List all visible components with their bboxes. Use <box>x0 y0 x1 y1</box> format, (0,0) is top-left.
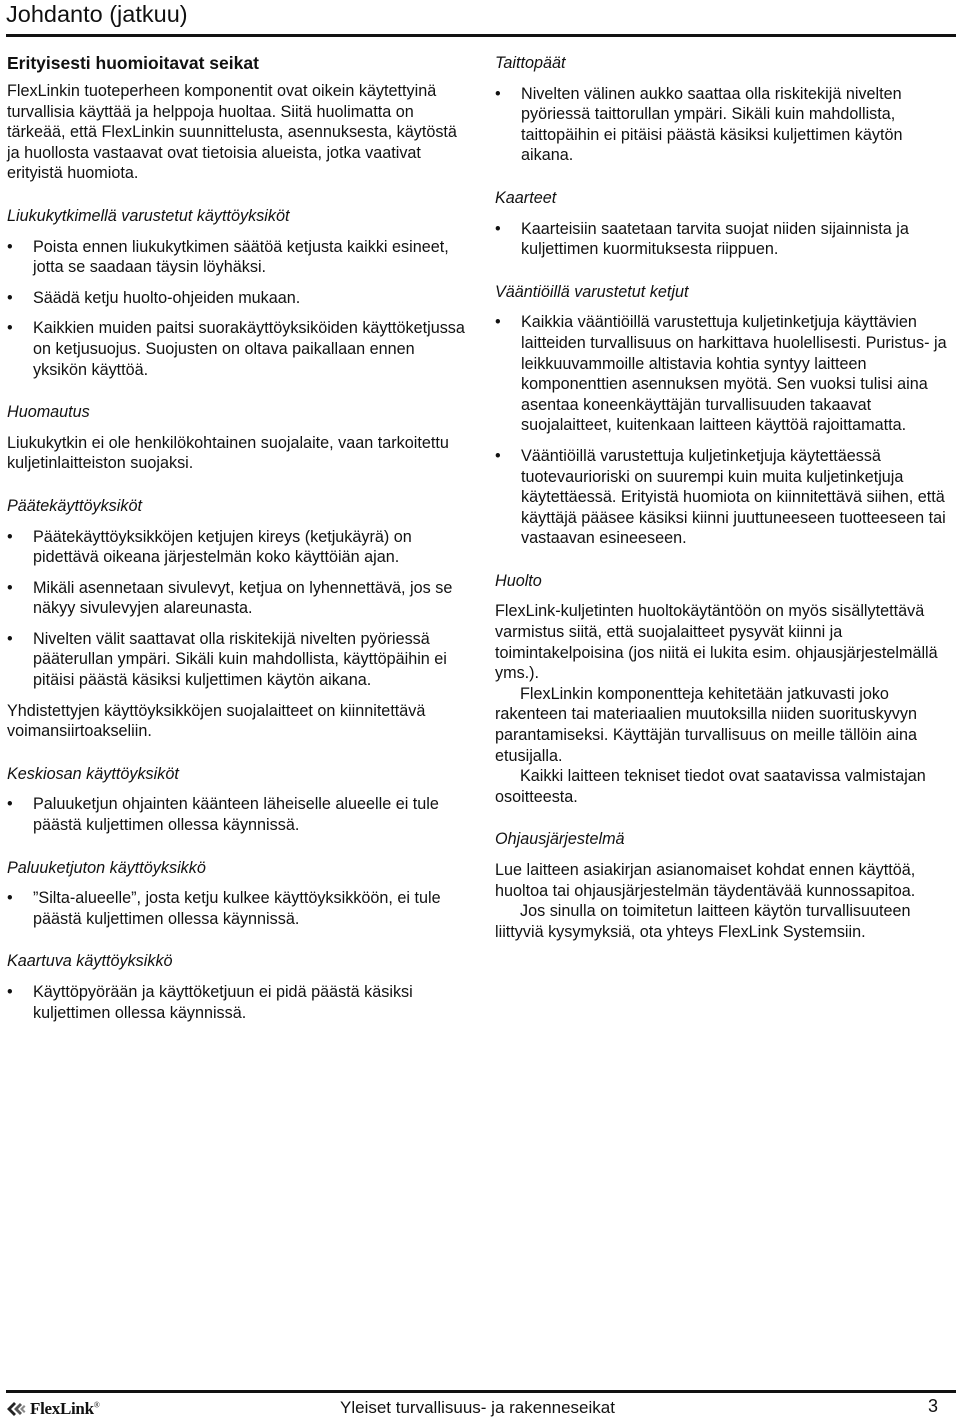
bullet-list-curved-drive <box>7 982 467 1023</box>
intro-paragraph: FlexLinkin tuoteperheen komponentit ovat oikein käytettyinä turvallisia käyttää ja helppoja huoltaa. Siitä huolimatta on tärkeää, että FlexLinkin suunnittelusta, asennuksesta, käytöstä ja huollosta vastaavat ovat tietoisia alueista, jotka vaativat erityistä huomiota. <box>7 82 457 183</box>
list-item: • Nivelten välinen aukko saattaa olla riskitekijä nivelten pyöriessä taittorullan ympäri. Sikäli kuin mahdollista, taittopäihin ei pitäisi päästä käsiksi kuljettimen käytön aikana. <box>495 84 957 166</box>
heading-returnless-drive: Paluuketjuton käyttöyksikkö <box>7 858 206 877</box>
footer-divider <box>6 1390 956 1393</box>
list-item: • Paluuketjun ohjainten käänteen läheiselle alueelle ei tule päästä kuljettimen ollessa käynnissä. <box>7 794 467 835</box>
note-paragraph: Liukukytkin ei ole henkilökohtainen suojalaite, vaan tarkoitettu kuljetinlaitteiston suojaksi. <box>7 433 449 473</box>
bullet-list-returnless-drive <box>7 888 467 929</box>
bullet-list-cleated-chains <box>495 312 957 549</box>
combined-drives-paragraph: Yhdistettyjen käyttöyksikköjen suojalaitteet on kiinnitettävä voimansiirtoakseliin. <box>7 701 426 741</box>
list-item: • Nivelten välit saattavat olla riskitekijä nivelten pyöriessä pääterullan ympäri. Sikäli kuin mahdollista, käyttöpäihin ei pitäisi päästä käsiksi kuljettimen käytön aikana. <box>7 629 467 691</box>
list-item: • Mikäli asennetaan sivulevyt, ketjua on lyhennettävä, jos se näkyy sivulevyjen alareunasta. <box>7 578 467 619</box>
heading-bends: Kaarteet <box>495 188 557 207</box>
left-column <box>7 52 467 1023</box>
control-paragraph-1: Lue laitteen asiakirjan asianomaiset kohdat ennen käyttöä, huoltoa tai ohjausjärjestelmän täydentävää kunnossapitoa. <box>495 861 916 900</box>
right-column <box>495 53 957 942</box>
maintenance-paragraph-2: FlexLinkin komponentteja kehitetään jatkuvasti joko rakenteen tai materiaalien muutoksilla niiden suorituskyvyn parantamiseksi. Käyttäjän turvallisuus on meille tällöin aina etusijalla. <box>495 684 917 765</box>
logo-wordmark: FlexLink® <box>30 1399 100 1418</box>
footer-document-title: Yleiset turvallisuus- ja rakenneseikat <box>340 1398 615 1417</box>
list-item: • Säädä ketju huolto-ohjeiden mukaan. <box>7 288 467 309</box>
heading-control-system: Ohjausjärjestelmä <box>495 830 625 849</box>
heading-cleated-chains: Vääntiöillä varustetut ketjut <box>495 282 689 301</box>
bullet-list-slip-clutch <box>7 237 467 381</box>
list-item: • ”Silta-alueelle”, josta ketju kulkee käyttöyksikköön, ei tule päästä kuljettimen ollessa käynnissä. <box>7 888 467 929</box>
heading-slip-clutch-drives: Liukukytkimellä varustetut käyttöyksiköt <box>7 206 290 225</box>
list-item: • Kaarteisiin saatetaan tarvita suojat niiden sijainnista ja kuljettimen kuormituksesta riippuen. <box>495 219 957 260</box>
list-item: • Päätekäyttöyksikköjen ketjujen kireys (ketjukäyrä) on pidettävä oikeana järjestelmän koko käyttöiän ajan. <box>7 527 467 568</box>
bullet-list-center-drives <box>7 794 467 835</box>
bullet-list-idler-ends <box>495 84 957 166</box>
heading-idler-ends: Taittopäät <box>495 54 566 72</box>
page-title: Johdanto (jatkuu) <box>6 1 188 27</box>
list-item: • Poista ennen liukukytkimen säätöä ketjusta kaikki esineet, jotta se saadaan täysin löyhäksi. <box>7 237 467 278</box>
title-divider <box>6 34 956 37</box>
list-item: • Vääntiöillä varustettuja kuljetinketjuja käytettäessä tuotevaurioriski on suurempi kuin muita kuljetinketjuja käytettäessä. Erityistä huomiota on kiinnitettävä siihen, että käyttäjä pääsee käsiksi kiinni juuttuneeseen tuotteeseen tai vastaavan esineeseen. <box>495 446 957 549</box>
flexlink-logo <box>5 1399 100 1419</box>
bullet-list-bends <box>495 219 957 260</box>
heading-note: Huomautus <box>7 403 90 422</box>
maintenance-paragraph-3: Kaikki laitteen tekniset tiedot ovat saatavissa valmistajan osoitteesta. <box>495 767 926 806</box>
section-title: Erityisesti huomioitavat seikat <box>7 53 259 73</box>
heading-curved-drive: Kaartuva käyttöyksikkö <box>7 952 173 971</box>
maintenance-paragraph-1: FlexLink-kuljetinten huoltokäytäntöön on myös sisällytettävä varmistus siitä, että suojalaitteet pysyvät kiinni ja toimintakelpoisina (jos niitä ei lukita esim. ohjausjärjestelmällä yms.). <box>495 602 938 683</box>
list-item: • Käyttöpyörään ja käyttöketjuun ei pidä päästä käsiksi kuljettimen ollessa käynnissä. <box>7 982 467 1023</box>
bullet-list-end-drives <box>7 527 467 691</box>
list-item: • Kaikkia vääntiöillä varustettuja kuljetinketjuja käyttävien laitteiden turvallisuus on harkittava huolellisesti. Puristus- ja leikkuuvammoille altistavia kohtia syntyy laitteen komponenttien asennuksen myötä. Sen vuoksi tulisi aina asentaa koneenkäyttäjän turvallisuuden takaavat suojalaitteet, kuitenkaan laitteen käyttöä rajoittamatta. <box>495 312 957 436</box>
page-number: 3 <box>928 1396 939 1416</box>
list-item: • Kaikkien muiden paitsi suorakäyttöyksiköiden käyttöketjussa on ketjusuojus. Suojusten on oltava paikallaan ennen yksikön käyttöä. <box>7 318 467 380</box>
heading-maintenance: Huolto <box>495 571 542 590</box>
heading-center-drives: Keskiosan käyttöyksiköt <box>7 764 179 783</box>
flexlink-logo-icon <box>5 1399 27 1419</box>
control-paragraph-2: Jos sinulla on toimitetun laitteen käytön turvallisuuteen liittyviä kysymyksiä, ota yhteys FlexLink Systemsiin. <box>495 902 911 941</box>
heading-end-drives: Päätekäyttöyksiköt <box>7 496 142 515</box>
